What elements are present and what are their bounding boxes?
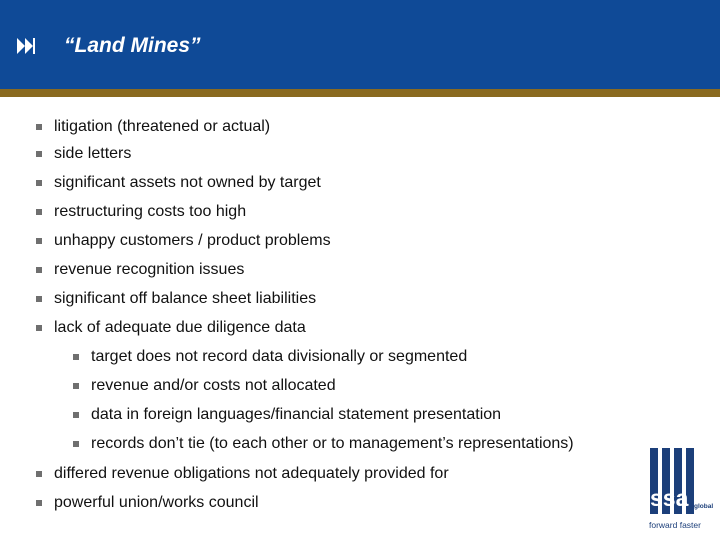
bullet-square-icon	[36, 180, 42, 186]
bullet-square-icon	[36, 325, 42, 331]
bullet-square-icon	[73, 383, 79, 389]
bullet-text: revenue and/or costs not allocated	[91, 377, 336, 394]
bullet-text: differed revenue obligations not adequately provided for	[54, 465, 449, 482]
logo-tagline: forward faster	[649, 520, 701, 530]
bullet-square-icon	[36, 296, 42, 302]
bullet-item	[36, 173, 321, 193]
bullet-item	[36, 464, 449, 484]
bullet-item	[36, 318, 306, 338]
bullet-square-icon	[36, 151, 42, 157]
bullet-square-icon	[36, 267, 42, 273]
bullet-text: records don’t tie (to each other or to management’s representations)	[91, 435, 574, 452]
bullet-square-icon	[36, 500, 42, 506]
bullet-item	[36, 117, 270, 137]
bullet-square-icon	[73, 441, 79, 447]
bullet-item	[36, 231, 331, 251]
bullet-text: revenue recognition issues	[54, 261, 245, 278]
bullet-square-icon	[36, 471, 42, 477]
double-chevron-right-icon	[15, 36, 37, 56]
bullet-text: lack of adequate due diligence data	[54, 319, 306, 336]
bullet-text: litigation (threatened or actual)	[54, 118, 271, 135]
bullet-text: significant assets not owned by target	[54, 174, 321, 191]
bullet-text: side letters	[54, 145, 132, 162]
logo-suffix: global	[694, 503, 714, 510]
header-rule	[0, 89, 720, 97]
bullet-square-icon	[36, 124, 42, 130]
bullet-text: significant off balance sheet liabilities	[54, 290, 317, 307]
sub-bullet-item	[73, 405, 501, 425]
sub-bullet-item	[73, 347, 467, 367]
bullet-item	[36, 202, 246, 222]
bullet-item	[36, 289, 316, 309]
bullet-square-icon	[73, 412, 79, 418]
sub-bullet-item	[73, 434, 574, 454]
bullet-text: target does not record data divisionally or segmented	[91, 348, 468, 365]
bullet-text: restructuring costs too high	[54, 203, 247, 220]
bullet-item	[36, 493, 259, 513]
slide-header	[0, 0, 720, 89]
ssa-global-logo	[648, 448, 714, 532]
bullet-item	[36, 260, 244, 280]
bullet-square-icon	[36, 209, 42, 215]
slide-title: “Land Mines”	[64, 34, 201, 57]
bullet-text: powerful union/works council	[54, 494, 259, 511]
bullet-square-icon	[73, 354, 79, 360]
bullet-text: data in foreign languages/financial statement presentation	[91, 406, 502, 423]
logo-brand: ssa	[650, 485, 689, 511]
bullet-square-icon	[36, 238, 42, 244]
bullet-item	[36, 144, 131, 164]
bullet-text: unhappy customers / product problems	[54, 232, 331, 249]
sub-bullet-item	[73, 376, 336, 396]
